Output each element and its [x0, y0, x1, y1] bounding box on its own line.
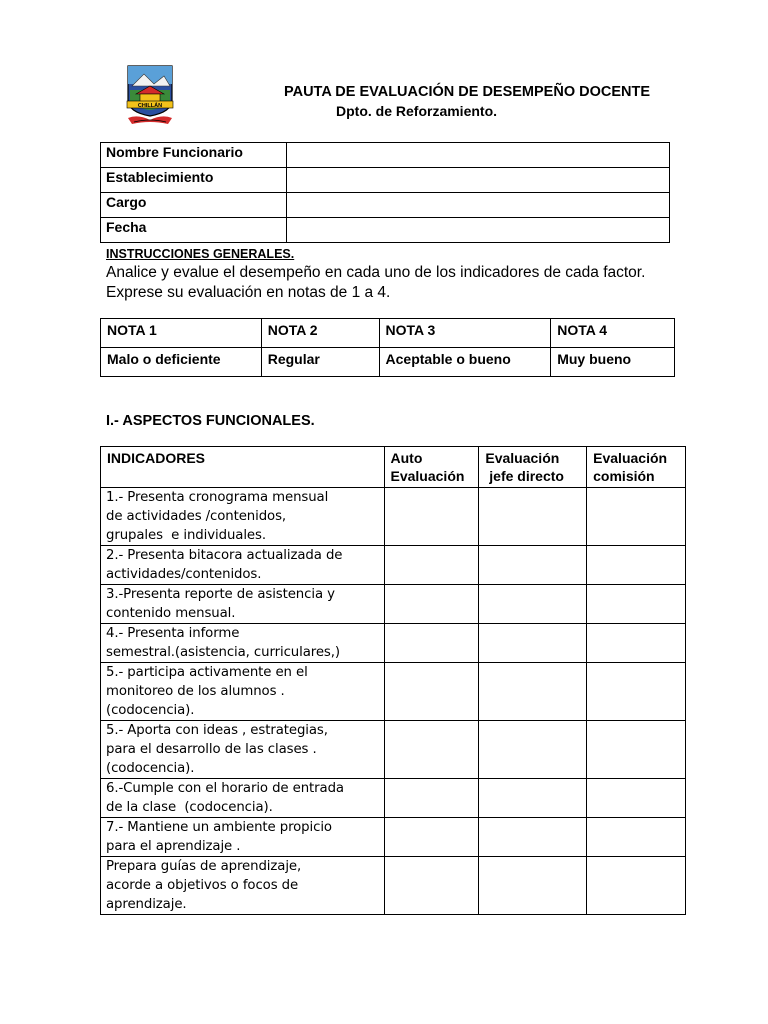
grade-description: Malo o deficiente — [101, 348, 262, 377]
indicator-text — [101, 624, 385, 663]
header-evaluacion-jefe — [479, 447, 587, 488]
header-comision-line1: Evaluación — [593, 450, 668, 466]
indicator-row — [101, 663, 686, 721]
indicator-line: 5.- participa activamente en el — [106, 665, 308, 680]
school-crest-logo — [124, 64, 176, 128]
indicator-line: 7.- Mantiene un ambiente propicio — [106, 820, 332, 835]
auto-evaluacion-cell[interactable] — [384, 663, 479, 721]
indicator-line: aprendizaje. — [106, 897, 187, 912]
info-value-field[interactable] — [287, 168, 670, 193]
auto-evaluacion-cell[interactable] — [384, 779, 479, 818]
jefe-evaluacion-cell[interactable] — [479, 585, 587, 624]
indicator-line: de la clase (codocencia). — [106, 800, 273, 815]
grades-description-row — [101, 348, 675, 377]
document-subtitle: Dpto. de Reforzamiento. — [336, 103, 498, 119]
indicator-line: 5.- Aporta con ideas , estrategias, — [106, 723, 328, 738]
jefe-evaluacion-cell[interactable] — [479, 857, 587, 915]
comision-evaluacion-cell[interactable] — [587, 624, 686, 663]
indicator-row — [101, 546, 686, 585]
indicator-line: 6.-Cumple con el horario de entrada — [106, 781, 344, 796]
header-auto-line2: Evaluación — [390, 468, 465, 484]
logo-text: CHILLÁN — [137, 103, 163, 109]
header-indicadores — [101, 447, 385, 488]
indicator-line: (codocencia). — [106, 761, 195, 776]
indicator-line: acorde a objetivos o focos de — [106, 878, 299, 893]
comision-evaluacion-cell[interactable] — [587, 546, 686, 585]
header-jefe-line2: jefe directo — [485, 468, 564, 484]
instructions-heading: INSTRUCCIONES GENERALES. — [106, 247, 295, 261]
info-label: Cargo — [101, 193, 287, 218]
indicator-text — [101, 546, 385, 585]
grade-header: NOTA 2 — [261, 319, 379, 348]
indicator-line: grupales e individuales. — [106, 528, 266, 543]
jefe-evaluacion-cell[interactable] — [479, 779, 587, 818]
info-label: Fecha — [101, 218, 287, 243]
grade-header: NOTA 3 — [379, 319, 551, 348]
auto-evaluacion-cell[interactable] — [384, 857, 479, 915]
grade-description: Muy bueno — [551, 348, 675, 377]
info-label: Nombre Funcionario — [101, 143, 287, 168]
indicator-text — [101, 663, 385, 721]
indicator-line: 1.- Presenta cronograma mensual — [106, 490, 329, 505]
grades-header-row — [101, 319, 675, 348]
indicator-line: Prepara guías de aprendizaje, — [106, 859, 302, 874]
indicator-line: actividades/contenidos. — [106, 567, 262, 582]
info-label: Establecimiento — [101, 168, 287, 193]
comision-evaluacion-cell[interactable] — [587, 721, 686, 779]
indicator-line: 3.-Presenta reporte de asistencia y — [106, 587, 335, 602]
indicator-text — [101, 585, 385, 624]
comision-evaluacion-cell[interactable] — [587, 818, 686, 857]
info-row-fecha — [101, 218, 670, 243]
jefe-evaluacion-cell[interactable] — [479, 818, 587, 857]
comision-evaluacion-cell[interactable] — [587, 663, 686, 721]
auto-evaluacion-cell[interactable] — [384, 818, 479, 857]
indicator-line: contenido mensual. — [106, 606, 236, 621]
indicators-header-row — [101, 447, 686, 488]
indicator-row — [101, 857, 686, 915]
info-row-cargo — [101, 193, 670, 218]
comision-evaluacion-cell[interactable] — [587, 857, 686, 915]
indicator-line: 4.- Presenta informe — [106, 626, 240, 641]
indicator-row — [101, 818, 686, 857]
indicator-line: de actividades /contenidos, — [106, 509, 287, 524]
header-auto-line1: Auto — [390, 450, 423, 466]
info-value-field[interactable] — [287, 218, 670, 243]
jefe-evaluacion-cell[interactable] — [479, 488, 587, 546]
auto-evaluacion-cell[interactable] — [384, 585, 479, 624]
header-indicadores-label: INDICADORES — [107, 450, 206, 466]
indicator-text — [101, 779, 385, 818]
header-evaluacion-comision — [587, 447, 686, 488]
document-title: PAUTA DE EVALUACIÓN DE DESEMPEÑO DOCENTE — [284, 84, 651, 100]
jefe-evaluacion-cell[interactable] — [479, 721, 587, 779]
indicator-line: para el desarrollo de las clases . — [106, 742, 317, 757]
indicators-body — [101, 488, 686, 915]
indicator-row — [101, 585, 686, 624]
auto-evaluacion-cell[interactable] — [384, 546, 479, 585]
comision-evaluacion-cell[interactable] — [587, 488, 686, 546]
indicator-line: (codocencia). — [106, 703, 195, 718]
indicator-row — [101, 779, 686, 818]
employee-info-table — [100, 142, 670, 243]
jefe-evaluacion-cell[interactable] — [479, 663, 587, 721]
indicator-text — [101, 818, 385, 857]
grade-header: NOTA 4 — [551, 319, 675, 348]
grading-scale-table — [100, 318, 675, 377]
auto-evaluacion-cell[interactable] — [384, 624, 479, 663]
header-comision-line2: comisión — [593, 468, 655, 484]
indicators-table — [100, 446, 686, 915]
header-auto-evaluacion — [384, 447, 479, 488]
indicator-text — [101, 721, 385, 779]
indicator-line: semestral.(asistencia, curriculares,) — [106, 645, 340, 660]
jefe-evaluacion-cell[interactable] — [479, 546, 587, 585]
auto-evaluacion-cell[interactable] — [384, 488, 479, 546]
info-value-field[interactable] — [287, 193, 670, 218]
grade-description: Regular — [261, 348, 379, 377]
indicator-row — [101, 488, 686, 546]
comision-evaluacion-cell[interactable] — [587, 779, 686, 818]
jefe-evaluacion-cell[interactable] — [479, 624, 587, 663]
info-row-nombre — [101, 143, 670, 168]
header-jefe-line1: Evaluación — [485, 450, 560, 466]
comision-evaluacion-cell[interactable] — [587, 585, 686, 624]
indicator-row — [101, 624, 686, 663]
indicator-text — [101, 488, 385, 546]
indicator-line: monitoreo de los alumnos . — [106, 684, 285, 699]
indicator-row — [101, 721, 686, 779]
grade-header: NOTA 1 — [101, 319, 262, 348]
grade-description: Aceptable o bueno — [379, 348, 551, 377]
indicator-line: para el aprendizaje . — [106, 839, 241, 854]
info-row-establecimiento — [101, 168, 670, 193]
indicator-text — [101, 857, 385, 915]
auto-evaluacion-cell[interactable] — [384, 721, 479, 779]
info-value-field[interactable] — [287, 143, 670, 168]
section-heading: I.- ASPECTOS FUNCIONALES. — [106, 413, 315, 429]
instructions-text: Analice y evalue el desempeño en cada uno de los indicadores de cada factor. Exprese su evaluación en notas de 1 a 4. — [106, 264, 646, 301]
indicator-line: 2.- Presenta bitacora actualizada de — [106, 548, 343, 563]
